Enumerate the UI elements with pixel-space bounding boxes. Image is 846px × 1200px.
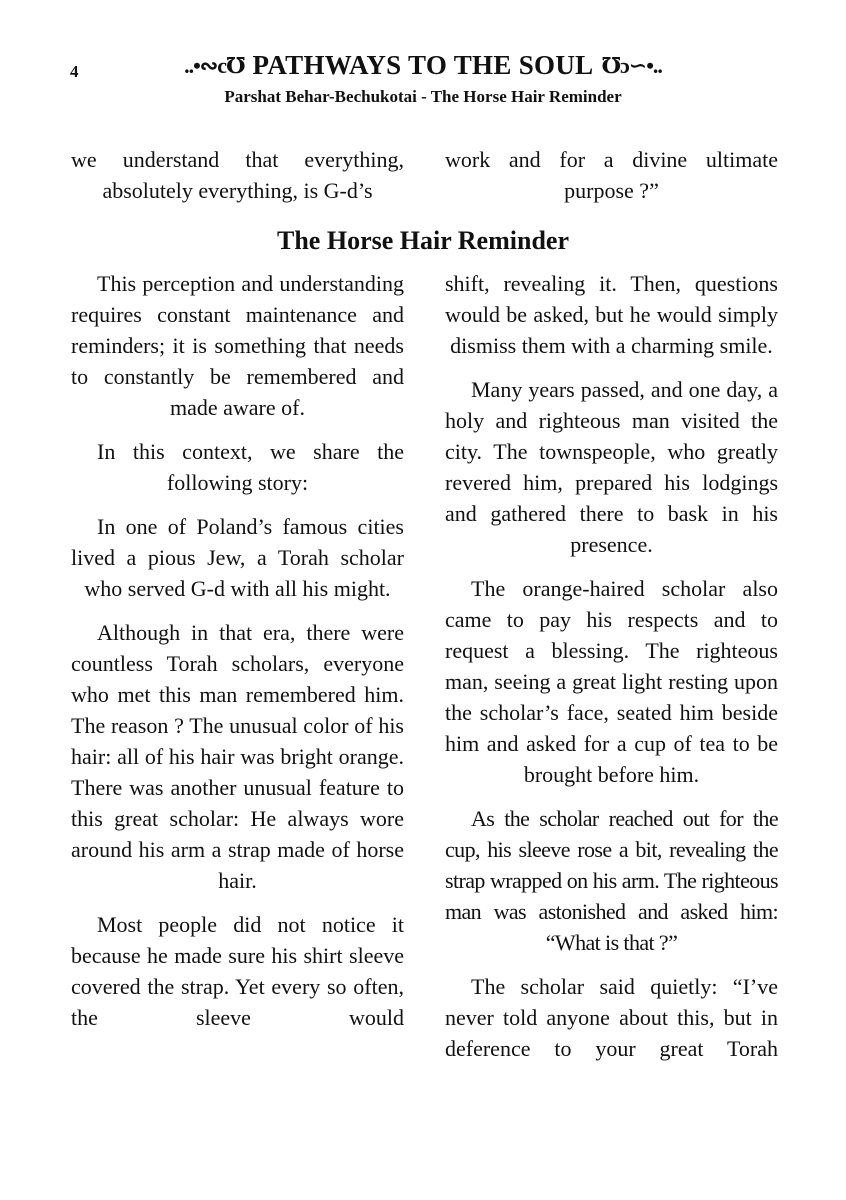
- top-left-column: [71, 144, 404, 219]
- left-flourish-ornament: ..•∾c℧: [184, 52, 245, 78]
- top-right-column: [445, 144, 778, 219]
- paragraph: As the scholar reached out for the cup, his sleeve rose a bit, revealing the strap wrapped on his arm. The righteous man was astonished and asked him: “What is that ?”: [445, 806, 778, 955]
- left-column: [71, 268, 404, 1046]
- paragraph: The orange-haired scholar also came to pay his respects and to request a blessing. The righteous man, seeing a great light resting upon the scholar’s face, seated him beside him and asked for a cup of tea to be brought before him.: [445, 576, 778, 787]
- paragraph: In one of Poland’s famous cities lived a pious Jew, a Torah scholar who served G-d with all his might.: [71, 514, 404, 601]
- continued-paragraph: work and for a divine ultimate purpose ?”: [445, 147, 778, 203]
- paragraph: The scholar said quietly: “I’ve never told anyone about this, but in deference to your great Torah: [445, 974, 778, 1061]
- section-heading: The Horse Hair Reminder: [277, 226, 569, 255]
- paragraph: This perception and understanding requires constant maintenance and reminders; it is something that needs to constantly be remembered and made aware of.: [71, 271, 404, 420]
- paragraph: Most people did not notice it because he made sure his shirt sleeve covered the strap. Yet every so often, the sleeve would: [71, 912, 404, 1030]
- paragraph: In this context, we share the following story:: [97, 439, 404, 495]
- title-row: [0, 50, 846, 81]
- issue-subtitle: Parshat Behar-Bechukotai - The Horse Hair Reminder: [224, 87, 622, 106]
- continued-paragraph: we understand that everything, absolutely everything, is G-d’s: [71, 147, 404, 203]
- right-flourish-ornament: ℧ɔ∽•..: [601, 52, 662, 78]
- page-number: 4: [70, 62, 79, 81]
- paragraph: shift, revealing it. Then, questions would be asked, but he would simply dismiss them with a charming smile.: [445, 271, 778, 358]
- paragraph: Many years passed, and one day, a holy and righteous man visited the city. The townspeople, who greatly revered him, prepared his lodgings and gathered there to bask in his presence.: [445, 377, 778, 557]
- paragraph: Although in that era, there were countless Torah scholars, everyone who met this man remembered him. The reason ? The unusual color of his hair: all of his hair was bright orange. There was another unusual feature to this great scholar: He always wore around his arm a strap made of horse hair.: [71, 620, 404, 893]
- running-header: [0, 50, 846, 107]
- publication-title: PATHWAYS TO THE SOUL: [252, 50, 594, 80]
- right-column: [445, 268, 778, 1077]
